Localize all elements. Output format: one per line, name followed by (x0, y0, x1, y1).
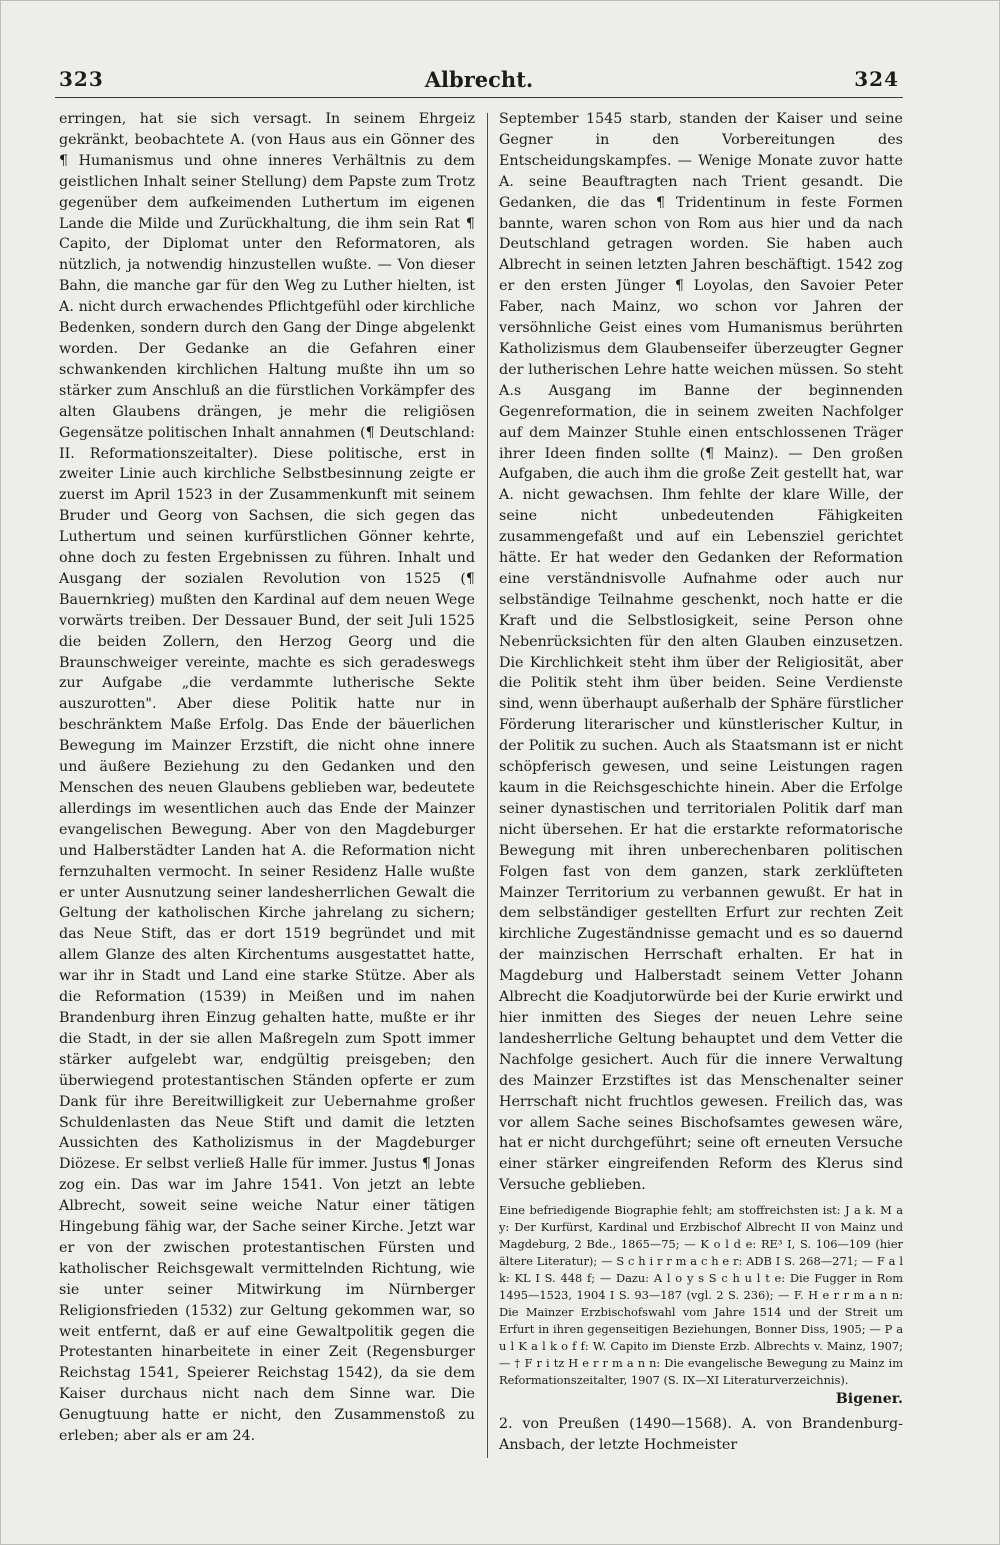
right-column-text: September 1545 starb, standen der Kaiser und seine Gegner in den Vorbereitungen des Entscheidungskampfes. — Wenige Monate zuvor hatte A. seine Beauftragten nach Trient gesandt. Die Gedanken, die das ¶ Tridentinum in feste Formen bannte, waren schon von Rom aus hier und da nach Deutschland getragen worden. Sie haben auch Albrecht in seinen letzten Jahren beschäftigt. 1542 zog er den ersten Jünger ¶ Loyolas, den Savoier Peter Faber, nach Mainz, wo schon vor Jahren der versöhnliche Geist eines vom Humanismus berührten Katholizismus dem Glaubenseifer überzeugter Gegner der lutherischen Lehre hatte weichen müssen. So steht A.s Ausgang im Banne der beginnenden Gegenreformation, die in seinem zweiten Nachfolger auf dem Mainzer Stuhle einen entschlossenen Träger ihrer Ideen finden sollte (¶ Mainz). — Den großen Aufgaben, die auch ihm die große Zeit gestellt hat, war A. nicht gewachsen. Ihm fehlte der klare Wille, der seine nicht unbedeutenden Fähigkeiten zusammengefaßt und auf ein Lebensziel gerichtet hätte. Er hat weder den Gedanken der Reformation eine verständnisvolle Aufnahme oder auch nur selbständige Teilnahme geschenkt, noch hatte er die Kraft und die Selbstlosigkeit, seine Person ohne Nebenrücksichten für den alten Glauben einzusetzen. Die Kirchlichkeit steht ihm über der Religiosität, aber die Politik steht ihm über beiden. Seine Verdienste sind, wenn überhaupt außerhalb der Sphäre fürstlicher Förderung literarischer und künstlerischer Kultur, in der Politik zu suchen. Auch als Staatsmann ist er nicht schöpferisch gewesen, und seine Leistungen ragen kaum in die Reichsgeschichte hinein. Aber die Erfolge seiner dynastischen und territorialen Politik darf man nicht übersehen. Er hat die erstarkte reformatorische Bewegung mit ihren unberechenbaren politischen Folgen fast von dem ganzen, stark zerklüfteten Mainzer Territorium zu verbannen gewußt. Er hat in dem selbständiger gestellten Erfurt zur rechten Zeit kirchliche Zugeständnisse gemacht und es so dauernd der mainzischen Herrschaft erhalten. Er hat in Magdeburg und Halberstadt seinem Vetter Johann Albrecht die Koadjutorwürde bei der Kurie erwirkt und hier inmitten des Sieges der neuen Lehre seine landesherrliche Geltung behauptet und dem Vetter die Nachfolge gesichert. Auch für die innere Verwaltung des Mainzer Erzstiftes ist das Menschenalter seiner Herrschaft nicht fruchtlos gewesen. Freilich das, was vor allem Sache seines Bischofsamtes gewesen wäre, hat er nicht durchgeführt; seine oft erneuten Versuche einer stärker eingreifenden Reform des Klerus sind Versuche geblieben. (499, 111, 903, 1194)
bibliography-note (499, 1202, 903, 1389)
author-signature: Bigener. (835, 1391, 903, 1408)
next-entry-start: 2. von Preußen (1490—1568). A. von Brandenburg-Ansbach, der letzte Hochmeister (499, 1416, 903, 1453)
left-column-text: erringen, hat sie sich versagt. In seinem Ehrgeiz gekränkt, beobachtete A. (von Haus aus ein Gönner des ¶ Humanismus und ohne inneres Verhältnis zu dem geistlichen Inhalt seiner Stellung) dem Papste zum Trotz gegenüber dem aufkeimenden Luthertum im eigenen Lande die Milde und Zurückhaltung, die ihm sein Rat ¶ Capito, der Diplomat unter den Reformatoren, als nützlich, ja notwendig hinzustellen wußte. — Von dieser Bahn, die manche gar für den Weg zu Luther hielten, ist A. nicht durch erwachendes Pflichtgefühl oder kirchliche Bedenken, sondern durch den Gang der Dinge abgelenkt worden. Der Gedanke an die Gefahren einer schwankenden kirchlichen Haltung mußte ihn um so stärker zum Anschluß an die fürstlichen Vorkämpfer des alten Glaubens drängen, je mehr die religiösen Gegensätze politischen Inhalt annahmen (¶ Deutschland: II. Reformationszeitalter). Diese politische, erst in zweiter Linie auch kirchliche Selbstbesinnung zeigte er zuerst im April 1523 in der Zusammenkunft mit seinem Bruder und Georg von Sachsen, die sich gegen das Luthertum und seinen kurfürstlichen Gönner kehrte, ohne doch zu festen Ergebnissen zu führen. Inhalt und Ausgang der sozialen Revolution von 1525 (¶ Bauernkrieg) mußten den Kardinal auf dem neuen Wege vorwärts treiben. Der Dessauer Bund, der seit Juli 1525 die beiden Zollern, den Herzog Georg und die Braunschweiger vereinte, machte es sich geradeswegs zur Aufgabe „die verdammte lutherische Sekte auszurotten". Aber diese Politik hatte nur in beschränktem Maße Erfolg. Das Ende der bäuerlichen Bewegung im Mainzer Erzstift, die nicht ohne innere und äußere Beziehung zu den Gedanken und den Menschen des neuen Glaubens geblieben war, bedeutete allerdings im wesentlichen auch das Ende der Mainzer evangelischen Bewegung. Aber von den Magdeburger und Halberstädter Landen hat A. die Reformation nicht fernzuhalten vermocht. In seiner Residenz Halle wußte er unter Ausnutzung seiner landesherrlichen Gewalt die Geltung der katholischen Kirche jahrelang zu sichern; das Neue Stift, das er dort 1519 begründet und mit allem Glanze des alten Kirchentums ausgestattet hatte, war ihr in Stadt und Land eine starke Stütze. Aber als die Reformation (1539) in Meißen und im nahen Brandenburg ihren Einzug gehalten hatte, mußte er ihr die Stadt, in der sie allen Maßregeln zum Spott immer stärker aufgelebt war, endgültig preisgeben; den überwiegend protestantischen Ständen opferte er zum Dank für ihre Bereitwilligkeit zur Uebernahme großer Schuldenlasten das Neue Stift und damit die letzten Aussichten des Katholizismus in der Magdeburger Diözese. Er selbst verließ Halle für immer. Justus ¶ Jonas zog ein. Das war im Jahre 1541. Von jetzt an lebte Albrecht, soweit seine weiche Natur einer tätigen Hingebung fähig war, der Sache seiner Kirche. Jetzt war er von der zwischen protestantischen Fürsten und katholischer Reichsgewalt vermittelnden Richtung, wie sie unter seiner Mitwirkung im Nürnberger Religionsfrieden (1532) zur Geltung gekommen war, so weit entfernt, daß er auf eine Gewaltpolitik gegen die Protestanten hinarbeitete in einer Zeit (Regensburger Reichstag 1541, Speierer Reichstag 1542), da sie dem Kaiser durchaus nicht nach dem Sinne war. Die Genugtuung hatte er nicht, den Zusammenstoß zu erleben; aber als er am 24. (59, 111, 475, 1445)
page-number-right: 324 (854, 67, 899, 91)
running-title: Albrecht. (424, 67, 534, 92)
column-divider (487, 113, 488, 1458)
bibliography-text: Eine befriedigende Biographie fehlt; am stoffreichsten ist: J a k. M a y: Der Kurfürst, Kardinal und Erzbischof Albrecht II von Mainz und Magdeburg, 2 Bde., 1865—75; — K o l d e: RE³ I, S. 106—109 (hier ältere Literatur); — S c h i r r m a c h e r: ADB I S. 268—271; — F a l k: KL I S. 448 f; — Dazu: A l o y s S c h u l t e: Die Fugger in Rom 1495—1523, 1904 I S. 93—187 (vgl. 2 S. 236); — F. H e r r m a n n: Die Mainzer Erzbischofswahl vom Jahre 1514 und der Streit um Erfurt in ihren gegenseitigen Beziehungen, Bonner Diss, 1905; — P a u l K a l k o f f: W. Capito im Dienste Erzb. Albrechts v. Mainz, 1907; — † F r i tz H e r r m a n n: Die evangelische Bewegung zu Mainz im Reformationszeitalter, 1907 (S. IX—XI Literaturverzeichnis). (499, 1203, 903, 1388)
page-number-left: 323 (59, 67, 104, 91)
right-column (499, 109, 903, 1456)
page-header (55, 67, 903, 98)
left-column (59, 109, 475, 1447)
